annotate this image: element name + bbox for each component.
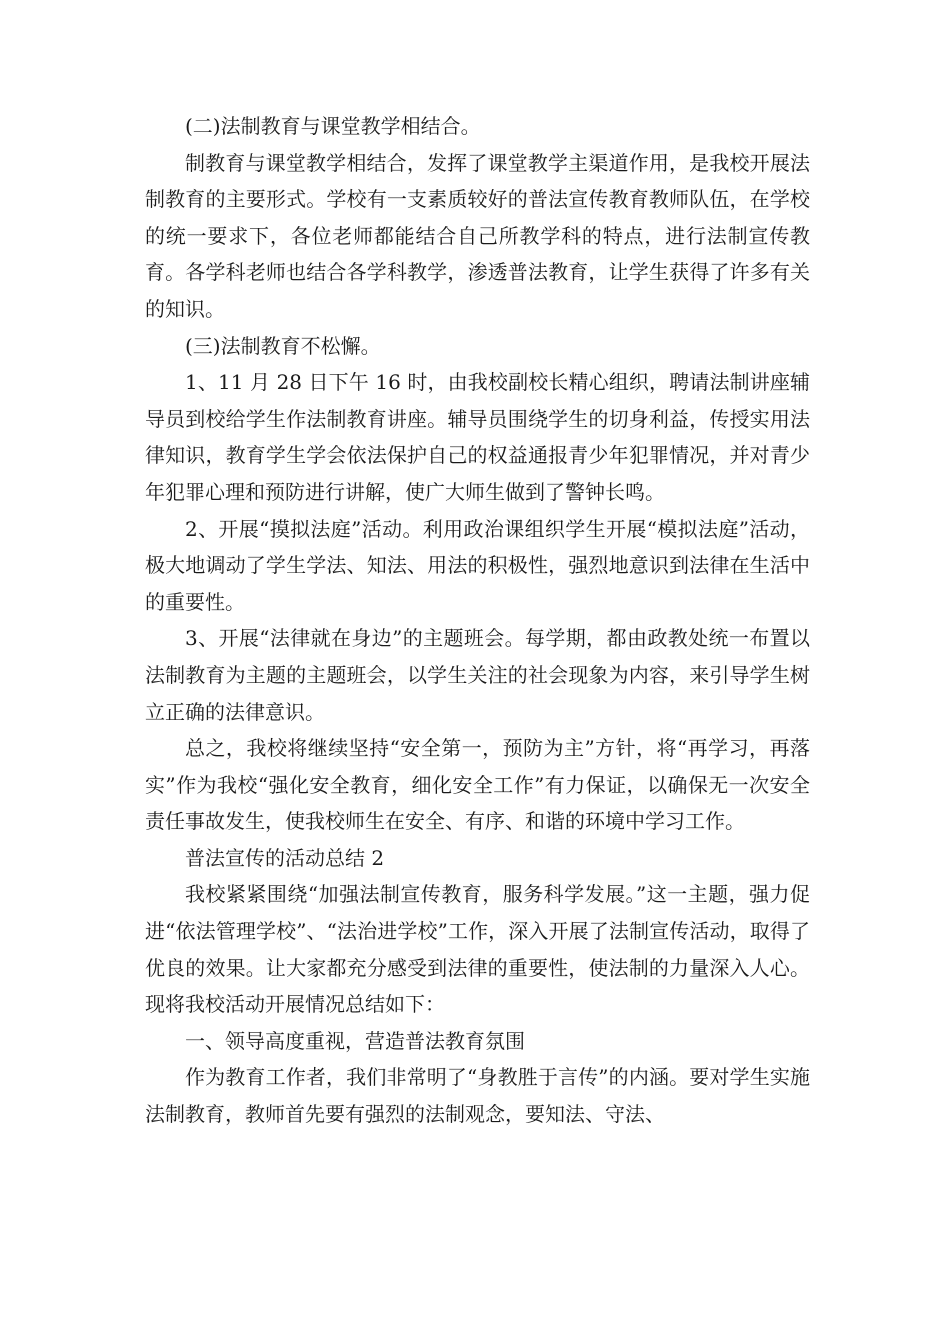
section-heading: (三)法制教育不松懈。 <box>185 333 381 358</box>
paragraph: 3、开展“法律就在身边”的主题班会。每学期，都由政教处统一布置以法制教育为主题的主题班会，以学生关注的社会现象为内容，来引导学生树立正确的法律意识。 <box>145 626 810 724</box>
paragraph: 作为教育工作者，我们非常明了“身教胜于言传”的内涵。要对学生实施法制教育，教师首先要有强烈的法制观念，要知法、守法、 <box>145 1065 810 1127</box>
paragraph: 2、开展“摸拟法庭”活动。利用政治课组织学生开展“模拟法庭”活动，极大地调动了学生学法、知法、用法的积极性，强烈地意识到法律在生活中的重要性。 <box>145 516 810 614</box>
document-title: 普法宣传的活动总结 2 <box>185 845 385 870</box>
section-heading: 一、领导高度重视，营造普法教育氛围 <box>185 1028 525 1053</box>
paragraph: 我校紧紧围绕“加强法制宣传教育，服务科学发展。”这一主题，强力促进“依法管理学校”、“法治进学校”工作，深入开展了法制宣传活动，取得了优良的效果。让大家都充分感受到法律的重要性，使法制的力量深入人心。现将我校活动开展情况总结如下： <box>145 882 810 1017</box>
paragraph: 制教育与课堂教学相结合，发挥了课堂教学主渠道作用，是我校开展法制教育的主要形式。学校有一支素质较好的普法宣传教育教师队伍，在学校的统一要求下，各位老师都能结合自己所教学科的特点，进行法制宣传教育。各学科老师也结合各学科教学，渗透普法教育，让学生获得了许多有关的知识。 <box>145 150 810 321</box>
document-body <box>145 108 810 1133</box>
section-heading: (二)法制教育与课堂教学相结合。 <box>185 114 481 138</box>
paragraph: 1、11 月 28 日下午 16 时，由我校副校长精心组织，聘请法制讲座辅导员到校给学生作法制教育讲座。辅导员围绕学生的切身利益，传授实用法律知识，教育学生学会依法保护自己的权益通报青少年犯罪情况，并对青少年犯罪心理和预防进行讲解，使广大师生做到了警钟长鸣。 <box>145 370 810 504</box>
paragraph: 总之，我校将继续坚持“安全第一，预防为主”方针，将“再学习，再落实”作为我校“强化安全教育，细化安全工作”有力保证，以确保无一次安全责任事故发生，使我校师生在安全、有序、和谐的环境中学习工作。 <box>145 736 810 834</box>
